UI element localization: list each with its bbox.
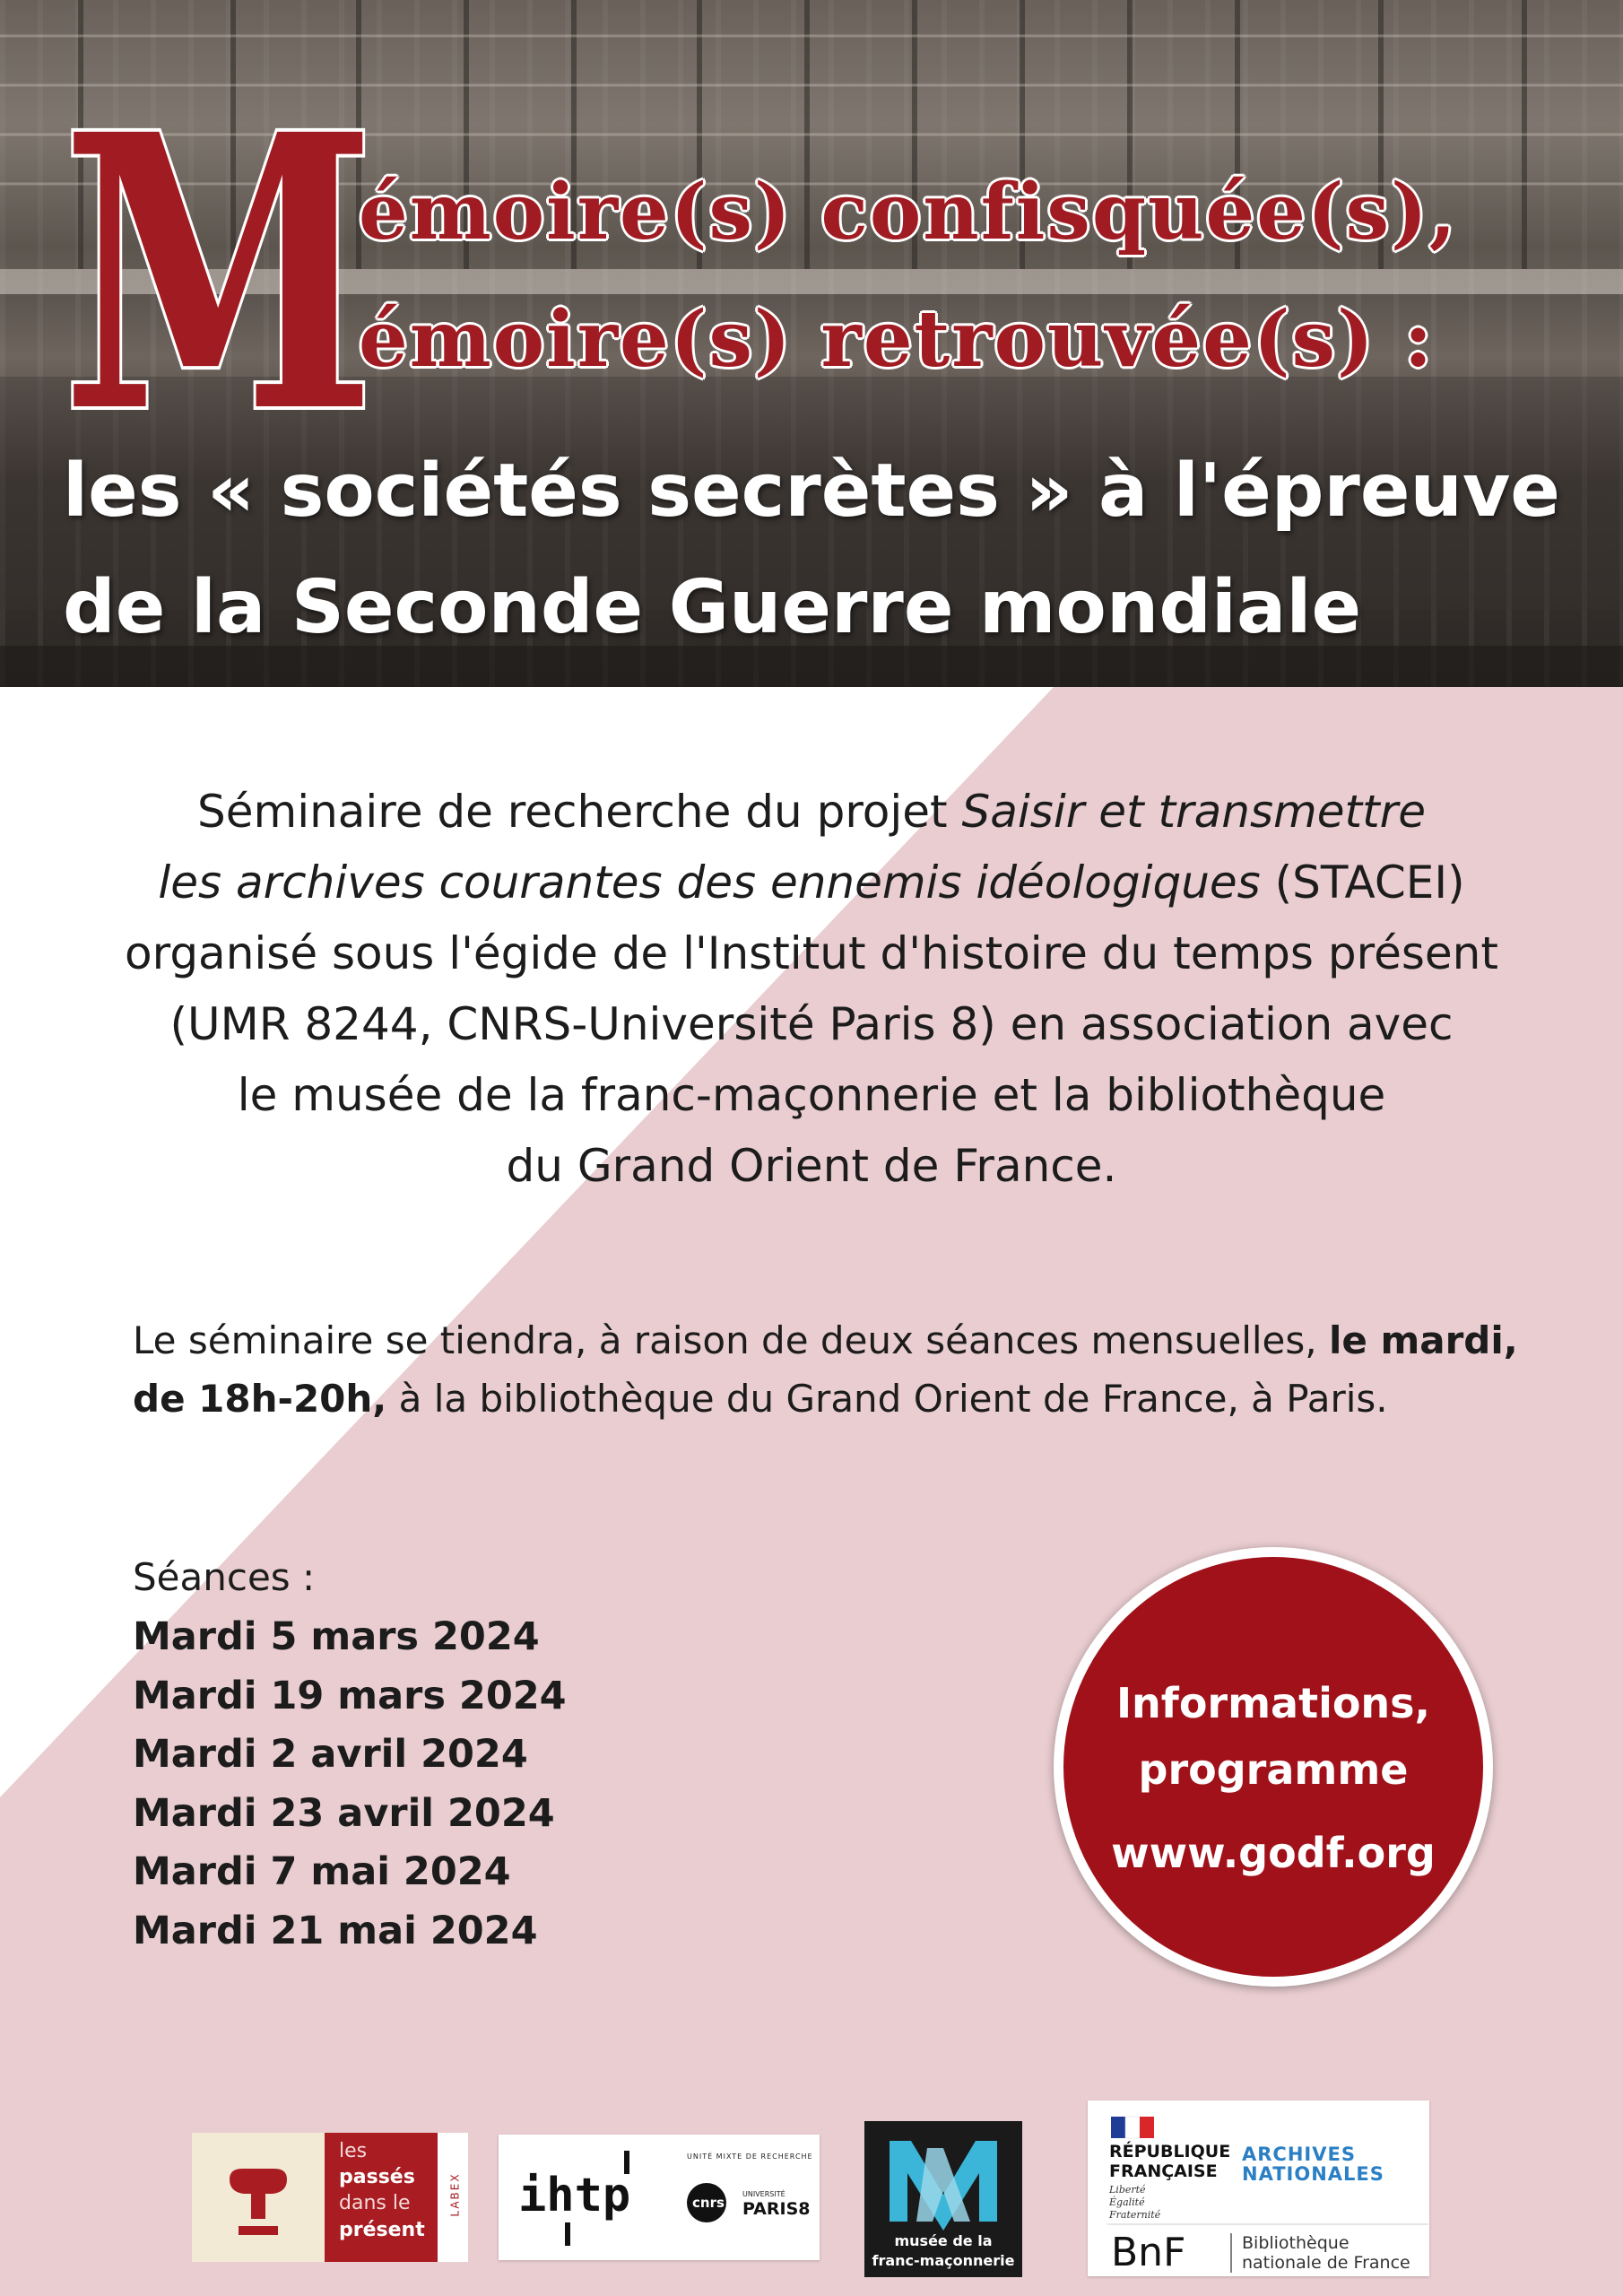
intro-line-6: du Grand Orient de France.: [506, 1140, 1117, 1192]
musee-label-2: franc-maçonnerie: [872, 2252, 1015, 2269]
svg-text:M: M: [62, 54, 376, 496]
bnf-line-2: nationale de France: [1242, 2253, 1410, 2273]
intro-text-1: Séminaire de recherche du projet: [196, 786, 962, 838]
intro-line-3: organisé sous l'égide de l'Institut d'histoire du temps présent: [125, 927, 1498, 979]
info-badge[interactable]: [1054, 1547, 1493, 1987]
labex-logo-graphic: [192, 2133, 468, 2262]
musee-franc-maconnerie-logo: [864, 2121, 1022, 2277]
bnf-line-1: Bibliothèque: [1242, 2233, 1350, 2253]
labex-side-label: LABEX: [448, 2172, 462, 2217]
umr-label: UNITÉ MIXTE DE RECHERCHE: [687, 2152, 813, 2161]
subtitle-line-1: les « sociétés secrètes » à l'épreuve: [63, 448, 1560, 534]
schedule-text-1: Le séminaire se tiendra, à raison de deux séances mensuelles,: [133, 1318, 1329, 1362]
ihtp-wordmark: ihtp: [518, 2169, 631, 2222]
seance-date: Mardi 21 mai 2024: [133, 1908, 538, 1953]
schedule-day: le mardi,: [1328, 1318, 1518, 1362]
labex-word-2: passés: [339, 2166, 415, 2188]
republique-archives-bnf-logo: [1088, 2100, 1429, 2276]
labex-word-1: les: [339, 2140, 368, 2162]
intro-line-5: le musée de la franc-maçonnerie et la bibliothèque: [237, 1069, 1386, 1121]
project-name-2: les archives courantes des ennemis idéologiques: [158, 857, 1261, 909]
info-line-2: programme: [1138, 1745, 1409, 1794]
rep-fr-line-1: RÉPUBLIQUE: [1109, 2142, 1231, 2161]
archives-line-1: ARCHIVES: [1242, 2144, 1356, 2165]
seance-date: Mardi 23 avril 2024: [133, 1790, 555, 1836]
seance-date: Mardi 2 avril 2024: [133, 1732, 528, 1777]
schedule-text: [133, 1311, 1558, 1428]
subtitle-line-2: de la Seconde Guerre mondiale: [63, 565, 1362, 650]
intro-text-2: (STACEI): [1260, 857, 1465, 909]
schedule-hours: de 18h-20h,: [133, 1377, 387, 1421]
seance-date: Mardi 7 mai 2024: [133, 1849, 511, 1894]
header-photo-banner: [0, 0, 1623, 687]
paris8-label-1: UNIVERSITÉ: [742, 2190, 785, 2198]
title-line-2: émoire(s) retrouvée(s) :: [359, 294, 1435, 385]
seance-date: Mardi 19 mars 2024: [133, 1673, 567, 1718]
project-name-1: Saisir et transmettre: [961, 786, 1426, 838]
website-link[interactable]: www.godf.org: [1111, 1829, 1436, 1877]
rep-fr-line-2: FRANÇAISE: [1109, 2161, 1218, 2181]
paris8-label-2: PARIS8: [742, 2199, 811, 2219]
seance-dates-list: [133, 1608, 567, 1961]
seances-label: Séances :: [133, 1555, 316, 1599]
bnf-wordmark: BnF: [1111, 2230, 1186, 2275]
cnrs-mark: cnrs: [692, 2195, 725, 2211]
ihtp-cnrs-paris8-logo: [499, 2135, 820, 2260]
info-badge-inner: [1063, 1557, 1483, 1977]
title-line-1: émoire(s) confisquée(s),: [359, 167, 1458, 257]
seminar-description: [72, 777, 1551, 1202]
labex-word-3: dans le: [339, 2192, 411, 2214]
schedule-text-2: à la bibliothèque du Grand Orient de France, à Paris.: [386, 1377, 1388, 1421]
intro-line-4: (UMR 8244, CNRS-Université Paris 8) en association avec: [169, 998, 1454, 1050]
info-line-1: Informations,: [1115, 1679, 1431, 1727]
archives-line-2: NATIONALES: [1242, 2163, 1384, 2185]
motto-1: Liberté: [1109, 2184, 1146, 2196]
motto-2: Égalité: [1109, 2196, 1145, 2208]
labex-passes-logo: [192, 2133, 468, 2262]
motto-3: Fraternité: [1109, 2209, 1161, 2221]
seance-date: Mardi 5 mars 2024: [133, 1614, 540, 1659]
labex-word-4: présent: [339, 2219, 425, 2241]
title-initial-m: [59, 54, 378, 496]
musee-label-1: musée de la: [894, 2232, 993, 2249]
